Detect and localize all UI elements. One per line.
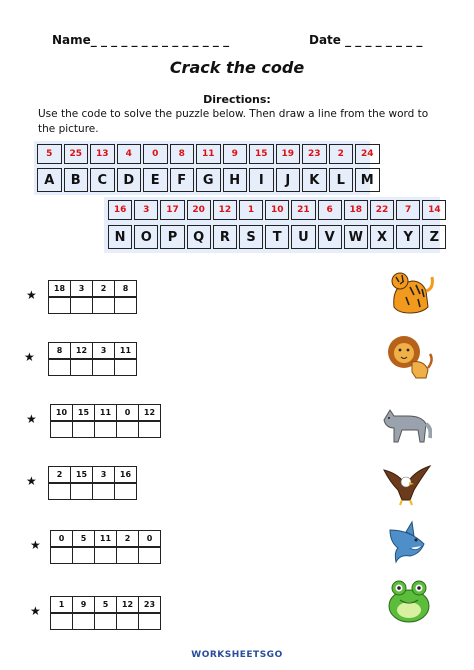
key-number-cell: 7 xyxy=(396,200,420,220)
puzzle-1 xyxy=(48,280,136,314)
puzzle-answer-cell[interactable] xyxy=(92,359,115,376)
key-letter-cell: O xyxy=(134,225,158,249)
puzzle-answer-cell[interactable] xyxy=(50,613,73,630)
puzzle-code-cell: 15 xyxy=(70,466,93,483)
key-letter-cell: J xyxy=(276,168,301,192)
puzzle-code-cell: 9 xyxy=(72,596,95,613)
puzzle-answer-cell[interactable] xyxy=(116,613,139,630)
puzzle-code-cell: 2 xyxy=(48,466,71,483)
key-number-cell: 21 xyxy=(291,200,315,220)
puzzle-code-cell: 11 xyxy=(114,342,137,359)
lion-icon xyxy=(382,330,436,382)
key-number-cell: 15 xyxy=(249,144,274,164)
footer-brand: WORKSHEETSGO xyxy=(191,650,283,660)
star-icon: ★ xyxy=(26,412,37,426)
key-number-cell: 18 xyxy=(344,200,368,220)
key-letter-cell: P xyxy=(160,225,184,249)
puzzle-3 xyxy=(50,404,160,438)
key-letter-cell: R xyxy=(213,225,237,249)
puzzle-answer-cell[interactable] xyxy=(138,547,161,564)
key-letter-cell: S xyxy=(239,225,263,249)
directions-heading: Directions: xyxy=(203,93,271,106)
eagle-icon xyxy=(380,460,434,512)
key-letter-cell: M xyxy=(355,168,380,192)
key-row1-letters xyxy=(37,168,382,192)
star-icon: ★ xyxy=(26,474,37,488)
key-letter-cell: E xyxy=(143,168,168,192)
key-letter-cell: K xyxy=(302,168,327,192)
wolf-icon xyxy=(378,398,432,450)
star-icon: ★ xyxy=(26,288,37,302)
key-row1-numbers xyxy=(37,144,382,164)
puzzle-code-cell: 0 xyxy=(116,404,139,421)
key-letter-cell: U xyxy=(291,225,315,249)
tiger-icon xyxy=(382,267,436,319)
puzzle-code-cell: 3 xyxy=(70,280,93,297)
puzzle-answer-cell[interactable] xyxy=(116,547,139,564)
puzzle-answer-cell[interactable] xyxy=(92,297,115,314)
key-number-cell: 19 xyxy=(276,144,301,164)
puzzle-code-cell: 8 xyxy=(48,342,71,359)
puzzle-answer-cell[interactable] xyxy=(50,421,73,438)
key-number-cell: 22 xyxy=(370,200,394,220)
puzzle-code-cell: 3 xyxy=(92,342,115,359)
puzzle-answer-cell[interactable] xyxy=(94,547,117,564)
key-number-cell: 11 xyxy=(196,144,221,164)
puzzle-answer-cell[interactable] xyxy=(70,297,93,314)
key-number-cell: 6 xyxy=(318,200,342,220)
puzzle-2 xyxy=(48,342,136,376)
key-letter-cell: V xyxy=(318,225,342,249)
key-letter-cell: I xyxy=(249,168,274,192)
puzzle-code-cell: 16 xyxy=(114,466,137,483)
puzzle-answer-cell[interactable] xyxy=(138,613,161,630)
key-letter-cell: C xyxy=(90,168,115,192)
puzzle-code-cell: 0 xyxy=(50,530,73,547)
key-number-cell: 8 xyxy=(170,144,195,164)
puzzle-answer-cell[interactable] xyxy=(114,483,137,500)
name-field[interactable]: Name_ _ _ _ _ _ _ _ _ _ _ _ _ _ xyxy=(52,33,230,47)
puzzle-code-cell: 18 xyxy=(48,280,71,297)
key-number-cell: 20 xyxy=(187,200,211,220)
key-number-cell: 24 xyxy=(355,144,380,164)
key-number-cell: 1 xyxy=(239,200,263,220)
puzzle-answer-cell[interactable] xyxy=(92,483,115,500)
key-number-cell: 14 xyxy=(422,200,446,220)
puzzle-code-cell: 12 xyxy=(138,404,161,421)
puzzle-code-cell: 3 xyxy=(92,466,115,483)
puzzle-code-cell: 11 xyxy=(94,404,117,421)
directions-text: Use the code to solve the puzzle below. Then draw a line from the word to the picture. xyxy=(38,108,429,135)
puzzle-answer-cell[interactable] xyxy=(48,297,71,314)
puzzle-code-cell: 0 xyxy=(138,530,161,547)
key-letter-cell: H xyxy=(223,168,248,192)
puzzle-answer-cell[interactable] xyxy=(72,421,95,438)
puzzle-answer-cell[interactable] xyxy=(48,359,71,376)
key-row2-letters xyxy=(108,225,448,249)
date-field[interactable]: Date _ _ _ _ _ _ _ _ xyxy=(309,33,423,47)
key-number-cell: 3 xyxy=(134,200,158,220)
puzzle-answer-cell[interactable] xyxy=(48,483,71,500)
star-icon: ★ xyxy=(30,604,41,618)
key-letter-cell: X xyxy=(370,225,394,249)
key-number-cell: 4 xyxy=(117,144,142,164)
key-letter-cell: G xyxy=(196,168,221,192)
puzzle-4 xyxy=(48,466,136,500)
key-letter-cell: Z xyxy=(422,225,446,249)
page-title: Crack the code xyxy=(169,58,305,77)
key-number-cell: 10 xyxy=(265,200,289,220)
frog-icon xyxy=(382,574,436,626)
puzzle-answer-cell[interactable] xyxy=(94,421,117,438)
star-icon: ★ xyxy=(24,350,35,364)
puzzle-answer-cell[interactable] xyxy=(114,297,137,314)
puzzle-answer-cell[interactable] xyxy=(72,547,95,564)
key-row2-numbers xyxy=(108,200,448,220)
puzzle-answer-cell[interactable] xyxy=(138,421,161,438)
puzzle-5 xyxy=(50,530,160,564)
key-letter-cell: F xyxy=(170,168,195,192)
puzzle-code-cell: 1 xyxy=(50,596,73,613)
key-number-cell: 2 xyxy=(329,144,354,164)
key-letter-cell: D xyxy=(117,168,142,192)
puzzle-code-cell: 2 xyxy=(116,530,139,547)
puzzle-code-cell: 12 xyxy=(116,596,139,613)
puzzle-code-cell: 10 xyxy=(50,404,73,421)
puzzle-answer-cell[interactable] xyxy=(50,547,73,564)
puzzle-answer-cell[interactable] xyxy=(72,613,95,630)
key-number-cell: 25 xyxy=(64,144,89,164)
key-number-cell: 23 xyxy=(302,144,327,164)
key-letter-cell: A xyxy=(37,168,62,192)
puzzle-code-cell: 12 xyxy=(70,342,93,359)
puzzle-answer-cell[interactable] xyxy=(114,359,137,376)
puzzle-code-cell: 5 xyxy=(94,596,117,613)
key-number-cell: 9 xyxy=(223,144,248,164)
shark-icon xyxy=(380,518,434,570)
puzzle-answer-cell[interactable] xyxy=(70,359,93,376)
key-letter-cell: N xyxy=(108,225,132,249)
key-number-cell: 0 xyxy=(143,144,168,164)
key-letter-cell: Q xyxy=(187,225,211,249)
puzzle-code-cell: 2 xyxy=(92,280,115,297)
puzzle-answer-cell[interactable] xyxy=(70,483,93,500)
puzzle-code-cell: 8 xyxy=(114,280,137,297)
key-letter-cell: L xyxy=(329,168,354,192)
key-number-cell: 16 xyxy=(108,200,132,220)
puzzle-answer-cell[interactable] xyxy=(94,613,117,630)
key-number-cell: 13 xyxy=(90,144,115,164)
key-number-cell: 5 xyxy=(37,144,62,164)
key-letter-cell: W xyxy=(344,225,368,249)
key-letter-cell: B xyxy=(64,168,89,192)
puzzle-code-cell: 11 xyxy=(94,530,117,547)
puzzle-6 xyxy=(50,596,160,630)
key-number-cell: 17 xyxy=(160,200,184,220)
key-letter-cell: T xyxy=(265,225,289,249)
puzzle-code-cell: 23 xyxy=(138,596,161,613)
puzzle-code-cell: 5 xyxy=(72,530,95,547)
key-number-cell: 12 xyxy=(213,200,237,220)
puzzle-answer-cell[interactable] xyxy=(116,421,139,438)
puzzle-code-cell: 15 xyxy=(72,404,95,421)
key-letter-cell: Y xyxy=(396,225,420,249)
star-icon: ★ xyxy=(30,538,41,552)
